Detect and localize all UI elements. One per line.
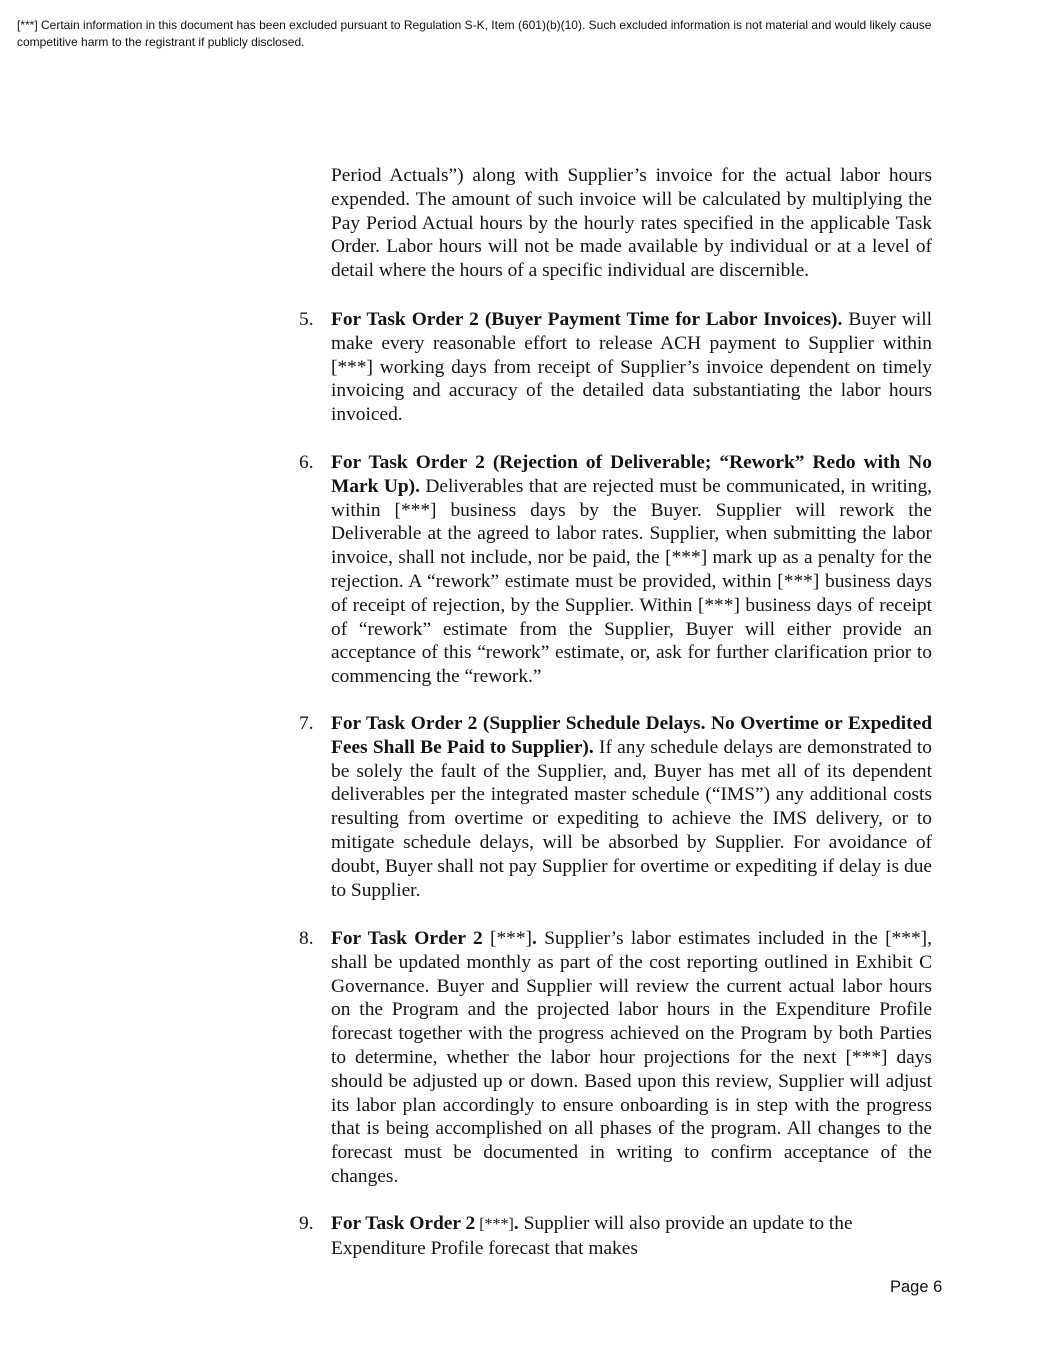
clause-heading: For Task Order 2 [331, 928, 483, 949]
clause-number: 6. [299, 452, 314, 473]
clause-redaction: [***] [482, 928, 533, 949]
clause-text [331, 1212, 932, 1261]
clause-heading: For Task Order 2 (Supplier Schedule Delays. No Overtime or Expedited Fees Shall Be Paid to Supplier). [331, 713, 932, 758]
clause-number: 5. [299, 309, 314, 330]
clause-heading-end: . [513, 1213, 519, 1234]
redaction-disclaimer: [***] Certain information in this document has been excluded pursuant to Regulation S-K, Item (601)(b)(10). Such excluded information is not material and would likely cause competitive harm to the registrant if publicly disclosed. [17, 18, 932, 49]
clause-redaction: [***] [475, 1216, 514, 1233]
clause-heading: For Task Order 2 (Rejection of Deliverable; “Rework” Redo with No Mark Up). [331, 452, 932, 497]
clause-text [331, 712, 932, 902]
page-number: Page 6 [890, 1278, 943, 1296]
intro-paragraph: Period Actuals”) along with Supplier’s invoice for the actual labor hours expended. The amount of such invoice will be calculated by multiplying the Pay Period Actual hours by the hourly rates specified in the applicable Task Order. Labor hours will not be made available by individual or at a level of detail where the hours of a specific individual are discernible. [331, 165, 932, 282]
clause-body: Supplier will also provide an update to the Expenditure Profile forecast that makes [331, 1213, 853, 1259]
clause-number: 7. [299, 713, 314, 734]
clause-number: 9. [299, 1213, 314, 1234]
clause-body: Deliverables that are rejected must be communicated, in writing, within [***] business days by the Buyer. Supplier will rework the Deliverable at the agreed to labor rates. Supplier, when submitting the labor invoice, shall not include, nor be paid, the [***] mark up as a penalty for the rejection. A “rework” estimate must be provided, within [***] business days of receipt of rejection, by the Supplier. Within [***] business days of receipt of “rework” estimate from the Supplier, Buyer will either provide an acceptance of this “rework” estimate, or, ask for further clarification prior to commencing the “rework.” [331, 475, 933, 688]
clause-number: 8. [299, 928, 314, 949]
clause-text [331, 451, 932, 689]
clause-heading: For Task Order 2 [331, 1213, 476, 1234]
clause-heading-end: . [532, 928, 537, 949]
clause-body: Supplier’s labor estimates included in the [***], shall be updated monthly as part of the cost reporting outlined in Exhibit C Governance. Buyer and Supplier will review the current actual labor hours on the Program and the projected labor hours in the Expenditure Profile forecast together with the progress achieved on the Program by both Parties to determine, whether the labor hour projections for the next [***] days should be adjusted up or down. Based upon this review, Supplier will adjust its labor plan accordingly to ensure onboarding is in step with the progress that is being accomplished on all phases of the program. All changes to the forecast must be documented in writing to confirm acceptance of the changes. [331, 928, 932, 1187]
clause-text [331, 927, 932, 1189]
clause-body: If any schedule delays are demonstrated to be solely the fault of the Supplier, and, Buyer has met all of its dependent deliverables per the integrated master schedule (“IMS”) any additional costs resulting from overtime or expediting to achieve the IMS delivery, or to mitigate schedule delays, will be absorbed by Supplier. For avoidance of doubt, Buyer shall not pay Supplier for overtime or expediting if delay is due to Supplier. [331, 736, 932, 901]
clause-body: Buyer will make every reasonable effort to release ACH payment to Supplier within [***] working days from receipt of Supplier’s invoice dependent on timely invoicing and accuracy of the detailed data substantiating the labor hours invoiced. [331, 309, 933, 426]
clause-heading: For Task Order 2 (Buyer Payment Time for Labor Invoices). [331, 309, 843, 330]
clause-text [331, 308, 932, 427]
